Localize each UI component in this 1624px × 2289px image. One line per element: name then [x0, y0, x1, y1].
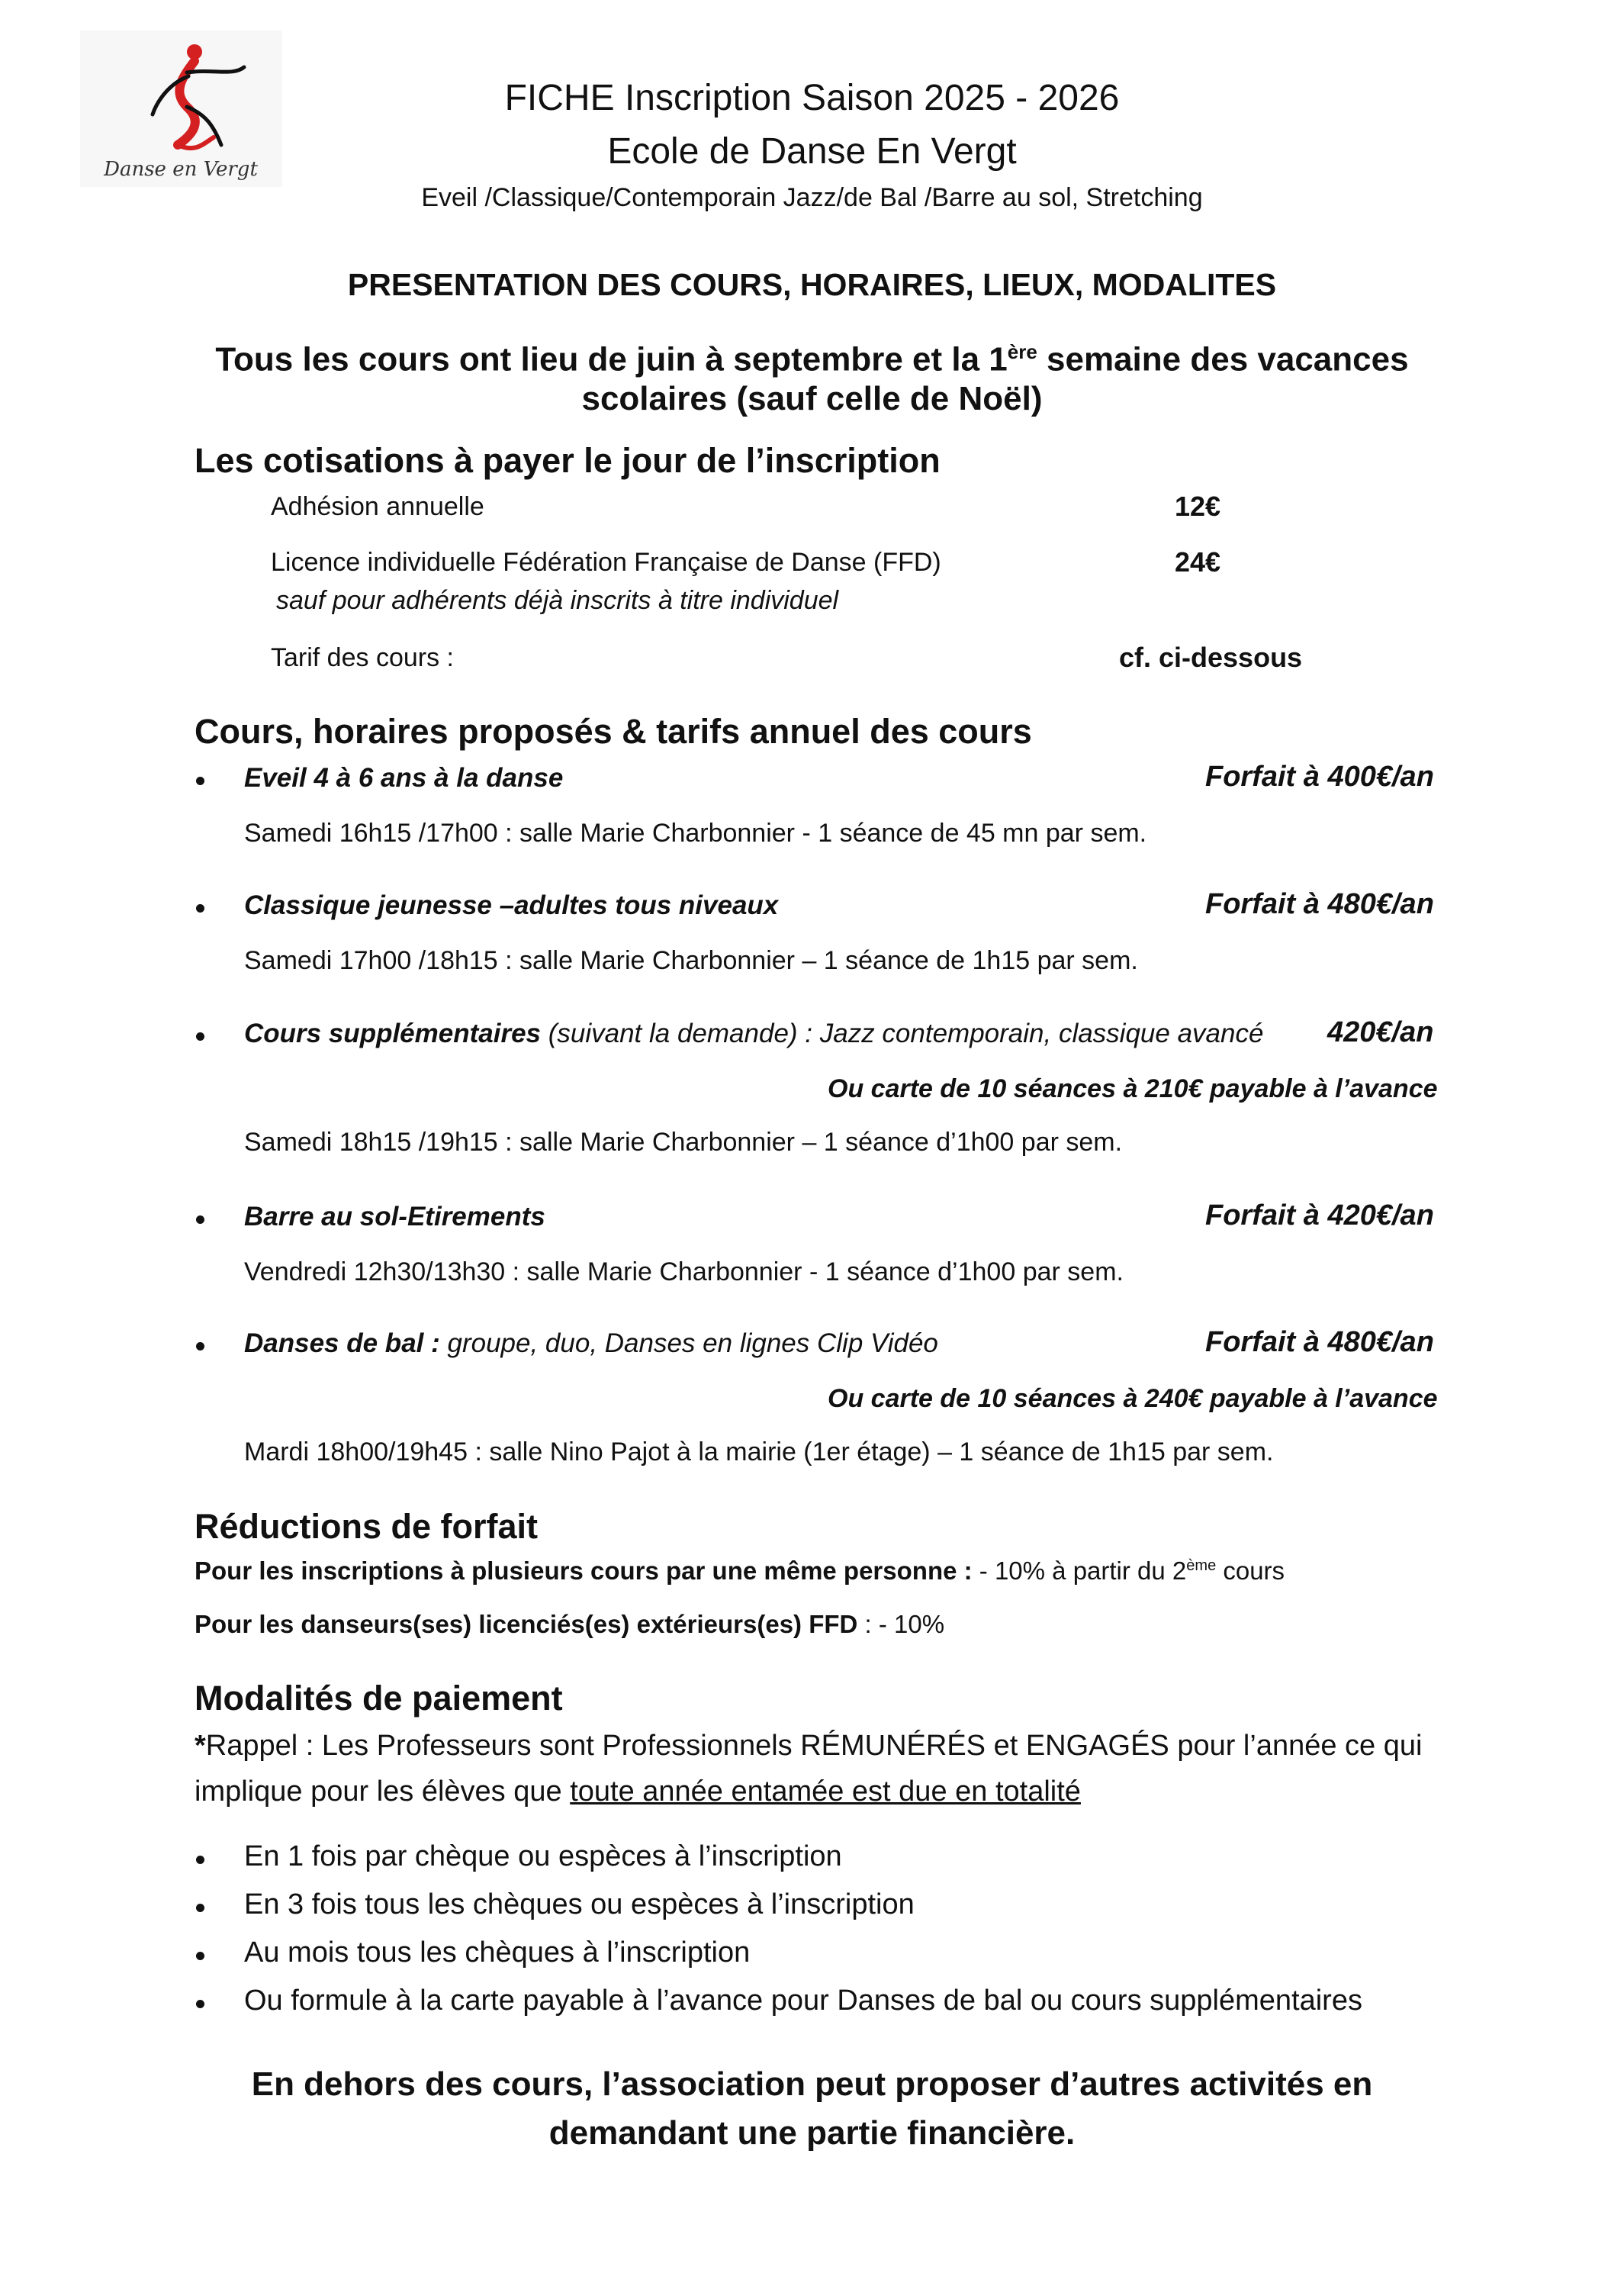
course-price-supplementaires: 420€/an	[1327, 1016, 1434, 1048]
payment-option-2: En 3 fois tous les chèques ou espèces à l’inscription	[244, 1888, 915, 1920]
bullet	[196, 1342, 204, 1351]
course-name-barre: Barre au sol-Etirements	[244, 1202, 545, 1231]
presentation-heading: PRESENTATION DES COURS, HORAIRES, LIEUX, MODALITES	[347, 267, 1277, 302]
fee-label-licence: Licence individuelle Fédération Française de Danse (FFD)	[271, 548, 941, 577]
reminder-line-1: Rappel : Les Professeurs sont Professionnels RÉMUNÉRÉS et ENGAGÉS pour l’année ce qui	[205, 1730, 1423, 1762]
course-alt-bal: Ou carte de 10 séances à 240€ payable à l’avance	[828, 1384, 1438, 1413]
intro-part-2: semaine des vacances	[1037, 340, 1409, 378]
courses-heading: Cours, horaires proposés & tarifs annuel des cours	[195, 712, 1032, 751]
course-schedule-bal: Mardi 18h00/19h45 : salle Nino Pajot à la mairie (1er étage) – 1 séance de 1h15 par sem.	[244, 1437, 1274, 1466]
title-line-1: FICHE Inscription Saison 2025 - 2026	[504, 78, 1120, 118]
course-name-supplementaires-bold: Cours supplémentaires	[244, 1019, 541, 1048]
payment-option-4: Ou formule à la carte payable à l’avance pour Danses de bal ou cours supplémentaires	[244, 1985, 1362, 2017]
bullet	[196, 2000, 204, 2008]
bullet	[196, 1856, 204, 1864]
bullet	[196, 1215, 204, 1224]
footer-line-2: demandant une partie financière.	[548, 2114, 1076, 2152]
reduction-1-end: cours	[1216, 1557, 1285, 1585]
payment-option-3: Au mois tous les chèques à l’inscription	[244, 1936, 751, 1969]
footer-line-1: En dehors des cours, l’association peut proposer d’autres activités en	[251, 2065, 1373, 2103]
bullet	[196, 1032, 204, 1041]
intro-sup: ère	[1007, 340, 1037, 363]
intro-line-2: scolaires (sauf celle de Noël)	[581, 380, 1043, 417]
reminder-asterisk: *	[195, 1730, 206, 1762]
course-name-eveil: Eveil 4 à 6 ans à la danse	[244, 763, 564, 793]
course-alt-supplementaires: Ou carte de 10 séances à 210€ payable à l’avance	[828, 1074, 1438, 1103]
course-schedule-eveil: Samedi 16h15 /17h00 : salle Marie Charbonnier - 1 séance de 45 mn par sem.	[244, 819, 1147, 848]
fee-note-licence: sauf pour adhérents déjà inscrits à titre individuel	[276, 586, 839, 615]
payment-reminder	[195, 1723, 1422, 1814]
course-name-bal	[244, 1328, 938, 1359]
fee-value-membership: 12€	[1175, 491, 1221, 522]
reduction-1-label: Pour les inscriptions à plusieurs cours par une même personne :	[195, 1557, 973, 1585]
course-price-bal: Forfait à 480€/an	[1205, 1326, 1434, 1358]
course-price-classique: Forfait à 480€/an	[1205, 888, 1434, 920]
course-price-barre: Forfait à 420€/an	[1205, 1199, 1434, 1231]
course-name-bal-rest: groupe, duo, Danses en lignes Clip Vidéo	[439, 1328, 938, 1358]
fee-value-licence: 24€	[1175, 546, 1221, 578]
subtitle: Eveil /Classique/Contemporain Jazz/de Bal /Barre au sol, Stretching	[421, 183, 1203, 212]
bullet	[196, 777, 204, 785]
course-name-supplementaires	[244, 1019, 1263, 1049]
reductions-heading: Réductions de forfait	[195, 1507, 539, 1546]
payment-option-1: En 1 fois par chèque ou espèces à l’inscription	[244, 1840, 842, 1872]
reminder-line-2: implique pour les élèves que	[195, 1776, 571, 1808]
bullet	[196, 1952, 204, 1960]
reduction-line-2	[195, 1610, 944, 1639]
fee-label-courses: Tarif des cours :	[271, 643, 454, 672]
intro-part-1: Tous les cours ont lieu de juin à septembre et la 1	[215, 340, 1008, 378]
course-schedule-supplementaires: Samedi 18h15 /19h15 : salle Marie Charbonnier – 1 séance d’1h00 par sem.	[244, 1128, 1123, 1157]
course-schedule-barre: Vendredi 12h30/13h30 : salle Marie Charbonnier - 1 séance d’1h00 par sem.	[244, 1257, 1124, 1286]
course-price-eveil: Forfait à 400€/an	[1205, 761, 1434, 793]
title-line-2: Ecole de Danse En Vergt	[607, 131, 1017, 172]
reduction-1-sup: ème	[1186, 1557, 1217, 1574]
reduction-2-label: Pour les danseurs(ses) licenciés(es) extérieurs(es) FFD	[195, 1610, 858, 1638]
course-schedule-classique: Samedi 17h00 /18h15 : salle Marie Charbonnier – 1 séance de 1h15 par sem.	[244, 946, 1138, 975]
payment-heading: Modalités de paiement	[195, 1679, 563, 1718]
bullet	[196, 1904, 204, 1912]
reduction-line-1	[195, 1557, 1285, 1586]
course-name-bal-bold: Danses de bal :	[244, 1328, 440, 1358]
reminder-underlined: toute année entamée est due en totalité	[570, 1776, 1081, 1808]
reduction-1-value: - 10% à partir du 2	[972, 1557, 1187, 1585]
fees-heading: Les cotisations à payer le jour de l’inscription	[195, 441, 941, 480]
reduction-2-value: : - 10%	[857, 1610, 945, 1638]
logo-text: Danse en Vergt	[104, 158, 258, 181]
fee-label-membership: Adhésion annuelle	[271, 492, 484, 521]
course-name-classique: Classique jeunesse –adultes tous niveaux	[244, 890, 779, 920]
bullet	[196, 904, 204, 913]
fee-value-courses: cf. ci-dessous	[1119, 642, 1303, 673]
course-name-supplementaires-rest: (suivant la demande) : Jazz contemporain, classique avancé	[541, 1019, 1264, 1048]
